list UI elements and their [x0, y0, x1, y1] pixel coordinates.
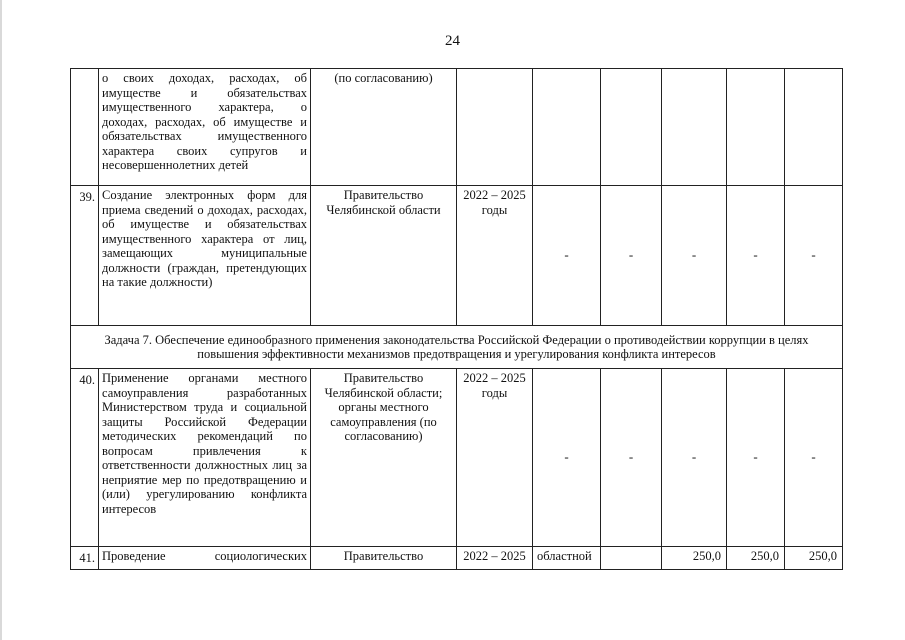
row-description: Проведение социологических [99, 547, 311, 570]
row-value: - [727, 369, 785, 547]
row-organization: Правительство Челябинской области [311, 186, 457, 326]
row-value: - [533, 186, 601, 326]
row-period: 2022 – 2025 годы [457, 369, 533, 547]
row-organization: (по согласованию) [311, 69, 457, 186]
row-description: Применение органами местного самоуправления разработанных Министерством труда и социальной защиты Российской Федерации методических рекомендаций по вопросам привлечения к ответственности должностных лиц за неприятие мер по предотвращению и (или) урегулированию конфликта интересов [99, 369, 311, 547]
measures-table [70, 68, 843, 570]
row-value: 250,0 [662, 547, 727, 570]
row-value: - [727, 186, 785, 326]
row-number-cell [71, 69, 99, 186]
row-number: 39. [71, 186, 99, 326]
row-value: - [785, 369, 843, 547]
task-heading: Задача 7. Обеспечение единообразного применения законодательства Российской Федерации о противодействии коррупции в целях повышения эффективности механизмов предотвращения и урегулирования конфликта интересов [71, 326, 843, 369]
row-value [601, 547, 662, 570]
row-value: - [662, 369, 727, 547]
row-number: 40. [71, 369, 99, 547]
row-description: о своих доходах, расходах, об имуществе и обязательствах имущественного характера, о доходах, расходах, об имуществе и обязательствах имущественного характера своих супругов и несовершеннолетних детей [99, 69, 311, 186]
table-row-39 [71, 186, 843, 326]
table-row-41 [71, 547, 843, 570]
row-value: 250,0 [785, 547, 843, 570]
row-organization: Правительство [311, 547, 457, 570]
row-value: - [601, 369, 662, 547]
table-row-40 [71, 369, 843, 547]
row-period: 2022 – 2025 [457, 547, 533, 570]
row-value: - [662, 186, 727, 326]
row-period: 2022 – 2025 годы [457, 186, 533, 326]
row-value: 250,0 [727, 547, 785, 570]
row-description: Создание электронных форм для приема сведений о доходах, расходах, об имуществе и обязательствах имущественного характера от лиц, замещающих муниципальные должности (граждан, претендующих на такие должности) [99, 186, 311, 326]
row-value: - [785, 186, 843, 326]
row-value: - [601, 186, 662, 326]
task-row [71, 326, 843, 369]
row-organization: Правительство Челябинской области; органы местного самоуправления (по согласованию) [311, 369, 457, 547]
page-number: 24 [445, 33, 460, 49]
page-edge [0, 0, 2, 640]
row-funding-source: областной [533, 547, 601, 570]
table-row-continuation [71, 69, 843, 186]
row-value: - [533, 369, 601, 547]
row-number: 41. [71, 547, 99, 570]
